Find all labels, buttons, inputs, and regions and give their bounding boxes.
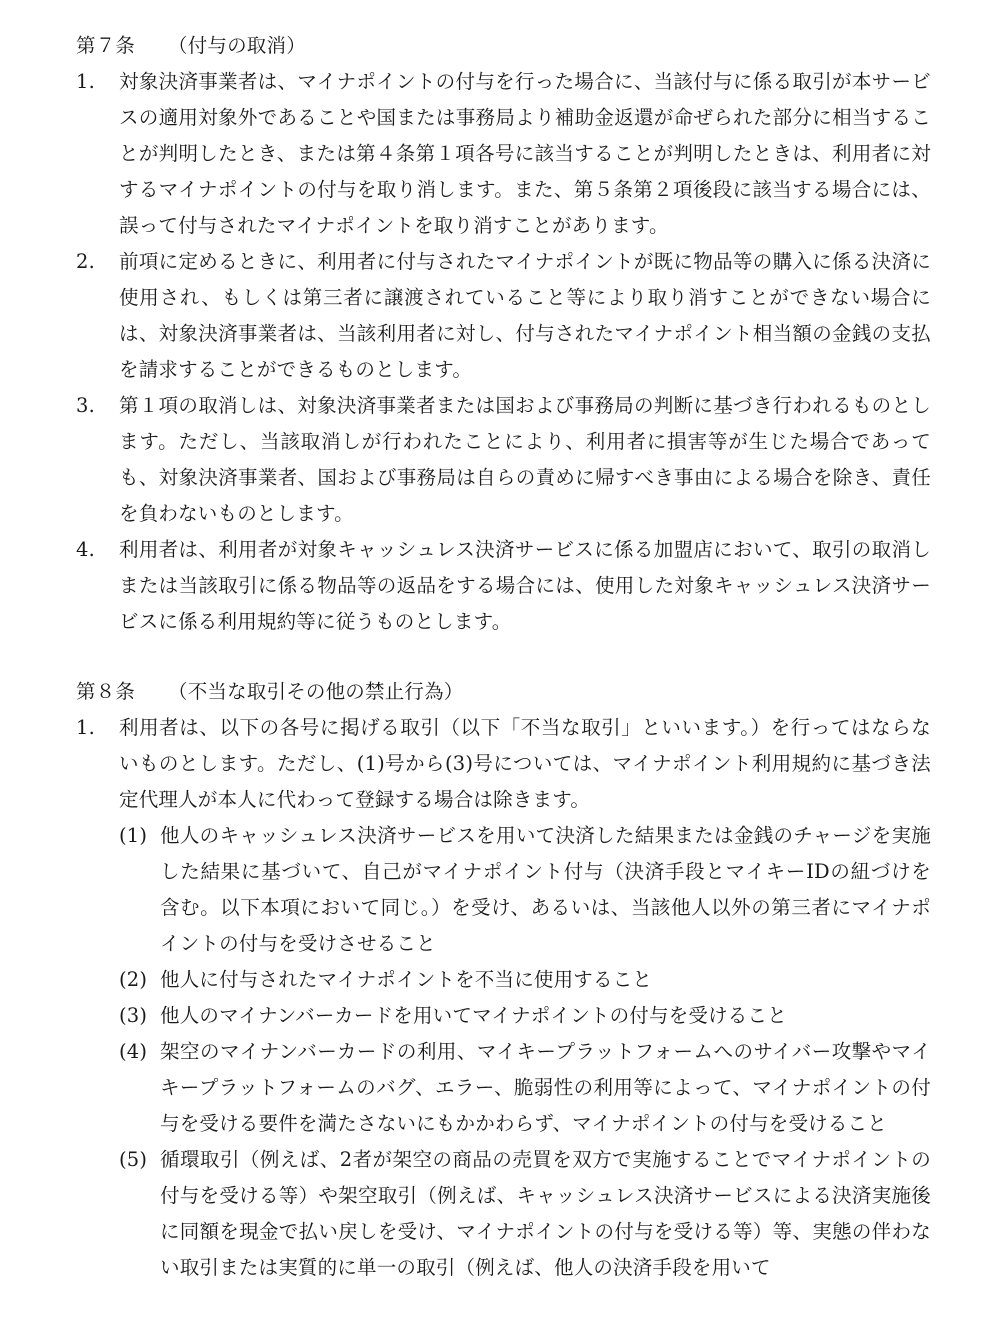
subitem-marker: (1)	[119, 824, 148, 847]
article-7-item-4	[76, 532, 931, 640]
subitem-text: 架空のマイナンバーカードの利用、マイキープラットフォームへのサイバー攻撃やマイキープラットフォームのバグ、エラー、脆弱性の利用等によって、マイナポイントの付与を受ける要件を満たさないにもかかわらず、マイナポイントの付与を受けること	[160, 1040, 931, 1135]
subitem-text: 他人のキャッシュレス決済サービスを用いて決済した結果または金銭のチャージを実施した結果に基づいて、自己がマイナポイント付与（決済手段とマイキーIDの紐づけを含む。以下本項において同じ。）を受け、あるいは、当該他人以外の第三者にマイナポイントの付与を受けさせること	[160, 824, 931, 955]
article-8-subitem-5	[119, 1142, 931, 1286]
article-8-heading	[76, 674, 931, 710]
article-7-heading	[76, 28, 931, 64]
subitem-marker: (4)	[119, 1040, 148, 1063]
article-7-item-3	[76, 388, 931, 532]
item-text: 対象決済事業者は、マイナポイントの付与を行った場合に、当該付与に係る取引が本サービスの適用対象外であることや国または事務局より補助金返還が命ぜられた部分に相当することが判明したとき、または第４条第１項各号に該当することが判明したときは、利用者に対するマイナポイントの付与を取り消します。また、第５条第２項後段に該当する場合には、誤って付与されたマイナポイントを取り消すことがあります。	[119, 70, 931, 237]
subitem-text: 循環取引（例えば、2者が架空の商品の売買を双方で実施することでマイナポイントの付与を受ける等）や架空取引（例えば、キャッシュレス決済サービスによる決済実施後に同額を現金で払い戻しを受け、マイナポイントの付与を受ける等）等、実態の伴わない取引または実質的に単一の取引（例えば、他人の決済手段を用いて	[160, 1148, 931, 1279]
article-7-item-2	[76, 244, 931, 388]
item-marker: 4.	[76, 538, 96, 561]
article-8-subitem-2	[119, 962, 931, 998]
subitem-marker: (3)	[119, 1004, 148, 1027]
item-marker: 1.	[76, 716, 96, 739]
subitem-marker: (5)	[119, 1148, 148, 1171]
article-8-item-1	[76, 710, 931, 818]
article-8-subitem-3	[119, 998, 931, 1034]
item-text: 前項に定めるときに、利用者に付与されたマイナポイントが既に物品等の購入に係る決済に使用され、もしくは第三者に譲渡されていること等により取り消すことができない場合には、対象決済事業者は、当該利用者に対し、付与されたマイナポイント相当額の金銭の支払を請求することができるものとします。	[119, 250, 931, 381]
article-7-title: （付与の取消）	[168, 34, 306, 57]
subitem-text: 他人のマイナンバーカードを用いてマイナポイントの付与を受けること	[160, 1004, 787, 1027]
item-text: 利用者は、以下の各号に掲げる取引（以下「不当な取引」といいます。）を行ってはならないものとします。ただし、(1)号から(3)号については、マイナポイント利用規約に基づき法定代理人が本人に代わって登録する場合は除きます。	[119, 716, 931, 811]
item-marker: 3.	[76, 394, 96, 417]
item-marker: 2.	[76, 250, 96, 273]
article-8-subitem-list	[119, 818, 931, 1286]
article-7-item-1	[76, 64, 931, 244]
item-text: 第１項の取消しは、対象決済事業者または国および事務局の判断に基づき行われるものとします。ただし、当該取消しが行われたことにより、利用者に損害等が生じた場合であっても、対象決済事業者、国および事務局は自らの責めに帰すべき事由による場合を除き、責任を負わないものとします。	[119, 394, 931, 525]
article-8-title: （不当な取引その他の禁止行為）	[168, 680, 464, 703]
article-7	[76, 28, 931, 640]
item-text: 利用者は、利用者が対象キャッシュレス決済サービスに係る加盟店において、取引の取消しまたは当該取引に係る物品等の返品をする場合には、使用した対象キャッシュレス決済サービスに係る利用規約等に従うものとします。	[119, 538, 931, 633]
article-7-number: 第７条	[76, 34, 136, 57]
subitem-text: 他人に付与されたマイナポイントを不当に使用すること	[160, 968, 653, 991]
article-8	[76, 674, 931, 1286]
subitem-marker: (2)	[119, 968, 148, 991]
item-marker: 1.	[76, 70, 96, 93]
article-8-number: 第８条	[76, 680, 136, 703]
article-8-subitem-4	[119, 1034, 931, 1142]
article-8-subitem-1	[119, 818, 931, 962]
